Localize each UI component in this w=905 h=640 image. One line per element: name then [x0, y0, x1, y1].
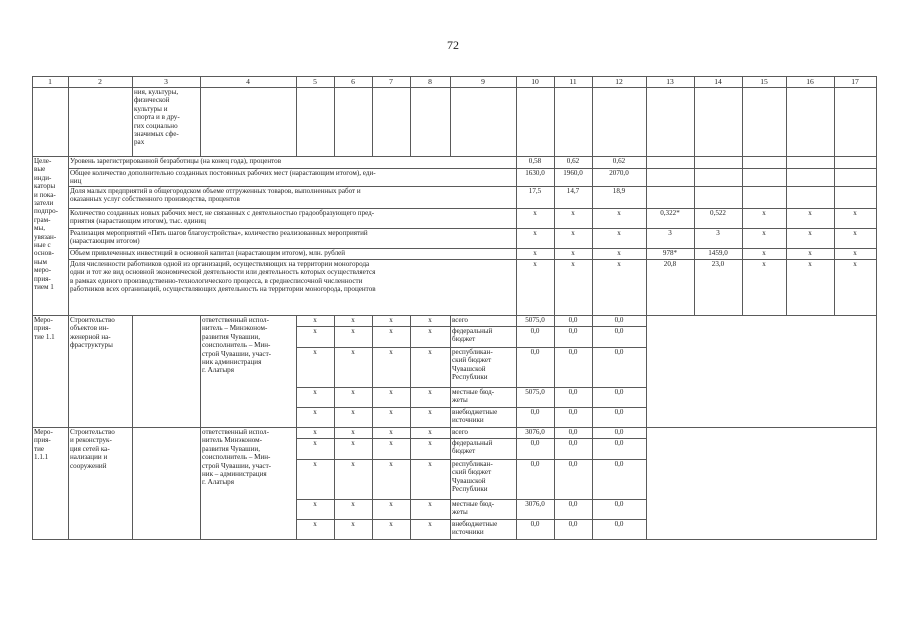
- measure-mark: x: [313, 428, 317, 436]
- target-value-v11: 0,62: [566, 157, 580, 165]
- target-value-v15: x: [762, 229, 766, 237]
- table-left-border: [32, 156, 33, 540]
- target-value-v12: 18,9: [612, 187, 626, 195]
- funding-value-col10: 5075,0: [525, 388, 545, 396]
- column-rule-17: [876, 76, 877, 157]
- measure-mark: x: [428, 460, 432, 468]
- target-value-v12: x: [617, 229, 621, 237]
- measure-mark: x: [351, 439, 355, 447]
- table-right-border: [876, 156, 877, 540]
- column-number-8: 8: [428, 77, 432, 86]
- measure-mark: x: [389, 520, 393, 528]
- column-number-9: 9: [481, 77, 485, 86]
- target-value-v14: 0,522: [710, 209, 726, 217]
- target-value-v13: 3: [668, 229, 672, 237]
- measure-title: Строительство и реконструк- ция сетей ка- нализации и сооружений: [70, 428, 115, 470]
- funding-value-col10: 0,0: [530, 460, 540, 468]
- funding-value-col12: 0,0: [614, 520, 624, 528]
- funding-value-col12: 0,0: [614, 408, 624, 416]
- target-value-v10: x: [533, 209, 537, 217]
- target-value-v11: x: [571, 209, 575, 217]
- measure-mark: x: [389, 316, 393, 324]
- funding-value-col10: 0,0: [530, 348, 540, 356]
- target-value-v11: 1960,0: [563, 169, 583, 177]
- funding-source: федеральный бюджет: [452, 327, 493, 344]
- target-indicator-text: Доля малых предприятий в общегородском объеме отгруженных товаров, выполненных работ и оказанных услуг собственного производства, процентов: [70, 187, 361, 204]
- measure-mark: x: [351, 520, 355, 528]
- funding-value-col12: 0,0: [614, 348, 624, 356]
- measure-mark: x: [313, 388, 317, 396]
- target-value-v12: x: [617, 209, 621, 217]
- target-value-v10: 17,5: [528, 187, 542, 195]
- target-indicator-text: Количество созданных новых рабочих мест, не связанных с деятельностью градообразующего пред- приятия (нарастающим итогом), тыс. единиц: [70, 209, 375, 226]
- table-bottom-rule: [32, 539, 877, 540]
- funding-source: всего: [452, 316, 468, 324]
- target-value-v13: 0,322*: [660, 209, 680, 217]
- target-value-v15: x: [762, 260, 766, 268]
- funding-value-col11: 0,0: [568, 388, 578, 396]
- target-value-v11: x: [571, 249, 575, 257]
- measure-column-rule: [334, 315, 335, 428]
- measure-mark: x: [313, 348, 317, 356]
- continued-cell-text: ния, культуры, физической культуры и спорта и в дру- гих социально значимых сфе- рах: [134, 88, 180, 147]
- column-rule-5: [334, 76, 335, 157]
- measure-column-rule: [450, 427, 451, 540]
- column-rule-15: [786, 76, 787, 157]
- measure-mark: x: [389, 439, 393, 447]
- target-indicator-text: Доля численности работников одной из организаций, осуществляющих на территории моногорода одни и тот же вид основной экономической деятельности или деятельность которых осуществляется в рамках единого производственно-технологического процесса, в среднесписочной численности работников всех организаций, осуществляющих деятельность на территории моногорода, процентов: [70, 260, 376, 294]
- target-value-v16: x: [808, 229, 812, 237]
- column-rule-16: [834, 76, 835, 157]
- funding-value-col11: 0,0: [568, 439, 578, 447]
- target-value-v15: x: [762, 209, 766, 217]
- measure-mark: x: [389, 388, 393, 396]
- measure-mark: x: [428, 327, 432, 335]
- column-number-2: 2: [98, 77, 102, 86]
- column-rule-0: [32, 76, 33, 157]
- targets-value-rule: [646, 156, 647, 316]
- column-number-4: 4: [246, 77, 250, 86]
- column-rule-14: [742, 76, 743, 157]
- measure-mark: x: [428, 520, 432, 528]
- funding-value-col11: 0,0: [568, 460, 578, 468]
- target-value-v13: 978*: [662, 249, 678, 257]
- column-number-5: 5: [313, 77, 317, 86]
- targets-value-rule: [786, 156, 787, 316]
- column-number-16: 16: [806, 77, 814, 86]
- funding-value-col12: 0,0: [614, 439, 624, 447]
- measure-mark: x: [389, 348, 393, 356]
- measure-mark: x: [389, 460, 393, 468]
- measure-mark: x: [313, 439, 317, 447]
- funding-value-col10: 0,0: [530, 520, 540, 528]
- target-value-v14: 23,0: [711, 260, 725, 268]
- column-rule-7: [410, 76, 411, 157]
- funding-source: местные бюд- жеты: [452, 388, 495, 405]
- measure-mark: x: [313, 327, 317, 335]
- column-rule-11: [592, 76, 593, 157]
- column-number-12: 12: [615, 77, 623, 86]
- targets-value-rule: [834, 156, 835, 316]
- column-rule-6: [372, 76, 373, 157]
- column-number-7: 7: [389, 77, 393, 86]
- measure-column-rule: [592, 315, 593, 428]
- funding-value-col11: 0,0: [568, 520, 578, 528]
- funding-value-col10: 0,0: [530, 439, 540, 447]
- column-rule-12: [646, 76, 647, 157]
- measure-mark: x: [351, 316, 355, 324]
- measure-mark: x: [428, 500, 432, 508]
- column-number-10: 10: [531, 77, 539, 86]
- column-rule-10: [554, 76, 555, 157]
- column-rule-8: [450, 76, 451, 157]
- target-value-v12: 0,62: [612, 157, 626, 165]
- funding-value-col12: 0,0: [614, 460, 624, 468]
- measure-column-rule: [554, 427, 555, 540]
- target-value-v14: 3: [716, 229, 720, 237]
- column-rule-3: [200, 76, 201, 157]
- measure-mark: x: [313, 408, 317, 416]
- measure-mark: x: [428, 408, 432, 416]
- measure-column-rule: [554, 315, 555, 428]
- measure-mark: x: [351, 348, 355, 356]
- target-value-v15: x: [762, 249, 766, 257]
- measure-title: Строительство объектов ин- женерной на- фраструктуры: [70, 316, 115, 350]
- funding-value-col11: 0,0: [568, 428, 578, 436]
- measure-mark: x: [428, 428, 432, 436]
- targets-value-rule: [554, 156, 555, 316]
- targets-value-rule: [694, 156, 695, 316]
- target-indicator-text: Общее количество дополнительно созданных постоянных рабочих мест (нарастающим итогом), еди- ниц: [70, 169, 376, 186]
- target-value-v13: 20,8: [663, 260, 677, 268]
- funding-source: республикан- ский бюджет Чувашской Республики: [452, 348, 493, 382]
- measure-mark: x: [313, 316, 317, 324]
- measure-mark: x: [351, 428, 355, 436]
- funding-source: внебюджетные источники: [452, 520, 498, 537]
- measure-mark: x: [313, 460, 317, 468]
- measure-column-rule: [372, 315, 373, 428]
- measure-mark: x: [313, 520, 317, 528]
- funding-source: республикан- ский бюджет Чувашской Республики: [452, 460, 493, 494]
- measure-column-rule: [410, 427, 411, 540]
- measure-column-rule: [450, 315, 451, 428]
- measure-mark: x: [351, 388, 355, 396]
- target-value-v10: x: [533, 229, 537, 237]
- funding-value-col10: 3076,0: [525, 500, 545, 508]
- column-number-14: 14: [714, 77, 722, 86]
- measure-mark: x: [351, 500, 355, 508]
- target-value-v16: x: [808, 209, 812, 217]
- funding-value-col11: 0,0: [568, 348, 578, 356]
- funding-source: всего: [452, 428, 468, 436]
- measure-column-rule: [516, 427, 517, 540]
- page-number: 72: [447, 38, 459, 52]
- column-number-6: 6: [351, 77, 355, 86]
- target-indicator-text: Реализация мероприятий «Пять шагов благоустройства», количество реализованных мероприятий (нарастающим итогом): [70, 229, 368, 246]
- measure-column-rule: [410, 315, 411, 428]
- measure-mark: x: [351, 408, 355, 416]
- targets-section-label: Целе- вые инди- каторы и пока- затели подпро- грам- мы, увязан- ные с основ- ным меро- прия- тием 1: [34, 157, 59, 292]
- measure-column-rule: [372, 427, 373, 540]
- measure-column-rule: [646, 315, 647, 428]
- measure-mark: x: [428, 348, 432, 356]
- measure-column-rule: [132, 315, 133, 428]
- measure-mark: x: [428, 388, 432, 396]
- funding-value-col12: 0,0: [614, 428, 624, 436]
- measure-mark: x: [389, 408, 393, 416]
- measure-column-rule: [200, 427, 201, 540]
- column-rule-1: [68, 156, 69, 540]
- funding-value-col10: 5075,0: [525, 316, 545, 324]
- target-value-v10: x: [533, 249, 537, 257]
- measure-column-rule: [200, 315, 201, 428]
- column-number-13: 13: [666, 77, 674, 86]
- funding-value-col11: 0,0: [568, 408, 578, 416]
- measure-mark: x: [389, 500, 393, 508]
- target-value-v17: x: [853, 249, 857, 257]
- funding-source: внебюджетные источники: [452, 408, 498, 425]
- target-value-v12: 2070,0: [609, 169, 629, 177]
- column-rule-9: [516, 76, 517, 157]
- measure-mark: x: [428, 439, 432, 447]
- column-rule-1: [68, 76, 69, 157]
- targets-value-rule: [592, 156, 593, 316]
- measure-number: Меро- прия- тие 1.1: [34, 316, 55, 341]
- target-value-v17: x: [853, 209, 857, 217]
- target-value-v11: 14,7: [566, 187, 580, 195]
- column-rule-13: [694, 76, 695, 157]
- measure-column-rule: [334, 427, 335, 540]
- funding-source: местные бюд- жеты: [452, 500, 495, 517]
- column-number-11: 11: [569, 77, 577, 86]
- target-value-v16: x: [808, 249, 812, 257]
- measure-executors: ответственный испол- нитель – Минэконом- развития Чувашии, соисполнитель – Мин- строй Чувашии, участ- ник администрация г. Алатыря: [202, 316, 272, 375]
- targets-value-rule: [516, 156, 517, 316]
- measure-mark: x: [389, 428, 393, 436]
- column-number-3: 3: [164, 77, 168, 86]
- target-value-v12: x: [617, 260, 621, 268]
- measure-executors: ответственный испол- нитель Минэконом- развития Чувашии, соисполнитель – Мин- строй Чувашии, участ- ник – администрация г. Алатыря: [202, 428, 272, 487]
- target-value-v11: x: [571, 260, 575, 268]
- target-value-v16: x: [808, 260, 812, 268]
- funding-value-col10: 0,0: [530, 327, 540, 335]
- funding-value-col12: 0,0: [614, 388, 624, 396]
- measure-mark: x: [351, 460, 355, 468]
- target-value-v17: x: [853, 260, 857, 268]
- column-number-1: 1: [48, 77, 52, 86]
- target-indicator-text: Объем привлеченных инвестиций в основной капитал (нарастающим итогом), млн. рублей: [70, 249, 346, 257]
- funding-value-col11: 0,0: [568, 327, 578, 335]
- target-value-v11: x: [571, 229, 575, 237]
- column-rule-4: [296, 76, 297, 157]
- column-rule-2: [132, 76, 133, 157]
- target-value-v12: x: [617, 249, 621, 257]
- targets-value-rule: [742, 156, 743, 316]
- measure-column-rule: [592, 427, 593, 540]
- column-number-17: 17: [851, 77, 859, 86]
- target-value-v10: x: [533, 260, 537, 268]
- measure-mark: x: [389, 327, 393, 335]
- measure-column-rule: [132, 427, 133, 540]
- measure-column-rule: [296, 315, 297, 428]
- funding-value-col10: 3076,0: [525, 428, 545, 436]
- funding-value-col12: 0,0: [614, 316, 624, 324]
- measure-column-rule: [646, 427, 647, 540]
- target-value-v17: x: [853, 229, 857, 237]
- funding-source: федеральный бюджет: [452, 439, 493, 456]
- measure-mark: x: [313, 500, 317, 508]
- measure-column-rule: [296, 427, 297, 540]
- funding-value-col11: 0,0: [568, 500, 578, 508]
- funding-value-col12: 0,0: [614, 327, 624, 335]
- target-value-v10: 1630,0: [525, 169, 545, 177]
- measure-mark: x: [428, 316, 432, 324]
- measure-number: Меро- прия- тие 1.1.1: [34, 428, 53, 462]
- funding-value-col10: 0,0: [530, 408, 540, 416]
- funding-value-col11: 0,0: [568, 316, 578, 324]
- funding-value-col12: 0,0: [614, 500, 624, 508]
- target-indicator-text: Уровень зарегистрированной безработицы (на конец года), процентов: [70, 157, 282, 165]
- measure-column-rule: [516, 315, 517, 428]
- target-value-v14: 1459,0: [708, 249, 728, 257]
- column-number-15: 15: [760, 77, 768, 86]
- target-value-v10: 0,58: [528, 157, 542, 165]
- measure-mark: x: [351, 327, 355, 335]
